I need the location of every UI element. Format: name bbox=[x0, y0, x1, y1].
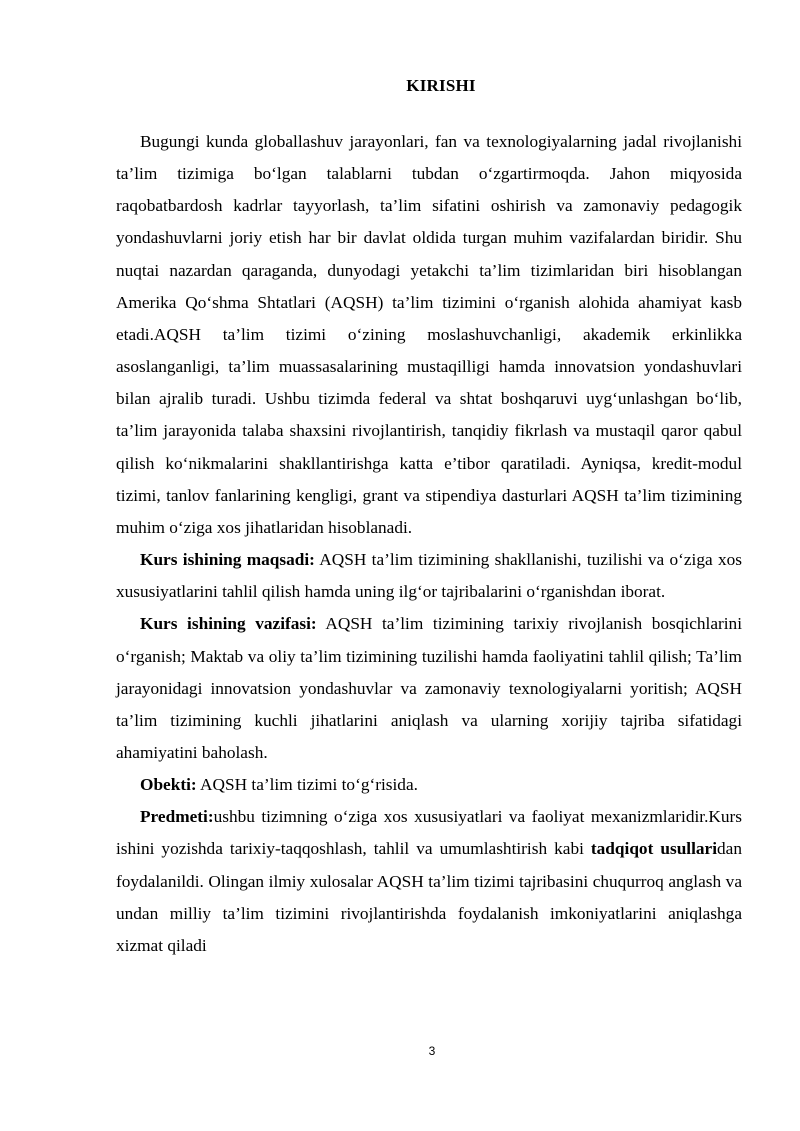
page-title: KIRISHI bbox=[406, 76, 476, 95]
page-number: 3 bbox=[428, 1044, 436, 1058]
intro-paragraph: Bugungi kunda globallashuv jarayonlari, fan va texnologiyalarning jadal rivojlanishi ta’lim tizimiga bo‘lgan talablarni tubdan o‘zgartirmoqda. Jahon miqyosida raqobatbardosh kadrlar tayyorlash, ta’lim sifatini oshirish va zamonaviy pedagogik yondashuvlarni joriy etish har bir davlat oldida turgan muhim vazifalardan biridir. Shu nuqtai nazardan qaraganda, dunyodagi yetakchi ta’lim tizimlaridan biri hisoblangan Amerika Qo‘shma Shtatlari (AQSH) ta’lim tizimini o‘rganish alohida ahamiyat kasb etadi.AQSH ta’lim tizimi o‘zining moslashuvchanligi, akademik erkinlikka asoslanganligi, ta’lim muassasalarining mustaqilligi hamda innovatsion yondashuvlari bilan ajralib turadi. Ushbu tizimda federal va shtat boshqaruvi uyg‘unlashgan bo‘lib, ta’lim jarayonida talaba shaxsini rivojlantirish, tanqidiy fikrlash va mustaqil qaror qabul qilish ko‘nikmalarini shakllantirishga katta e’tibor qaratiladi. Ayniqsa, kredit-modul tizimi, tanlov fanlarining kengligi, grant va stipendiya dasturlari AQSH ta’lim tizimining muhim o‘ziga xos jihatlaridan hisoblanadi. bbox=[116, 132, 742, 537]
subject-label: Predmeti: bbox=[140, 807, 214, 827]
object-paragraph bbox=[116, 769, 742, 801]
subject-text-before: ushbu tizimning o‘ziga xos xususiyatlari va faoliyat mexanizmlaridir.Kurs ishini yozishda tarixiy-taqqoshlash, tahlil va umumlashtirish kabi bbox=[116, 807, 742, 859]
object-text: AQSH ta’lim tizimi to‘g‘risida. bbox=[196, 775, 418, 795]
subject-text-after: dan foydalanildi. Olingan ilmiy xulosalar AQSH ta’lim tizimi tajribasini chuqurroq anglash va undan milliy ta’lim tizimini rivojlantirishda foydalanish imkoniyatlarini aniqlashga xizmat qiladi bbox=[116, 839, 742, 955]
document-body bbox=[116, 126, 742, 962]
object-label: Obekti: bbox=[140, 775, 197, 795]
methods-label: tadqiqot usullari bbox=[590, 839, 718, 859]
subject-paragraph bbox=[116, 801, 742, 962]
tasks-text: AQSH ta’lim tizimining tarixiy rivojlanish bosqichlarini o‘rganish; Maktab va oliy ta’lim tizimining tuzilishi hamda faoliyatini tahlil qilish; Ta’lim jarayonidagi innovatsion yondashuvlar va zamonaviy texnologiyalarni yoritish; AQSH ta’lim tizimining kuchli jihatlarini aniqlash va ularning xorijiy tajriba sifatidagi ahamiyatini baholash. bbox=[116, 614, 743, 762]
goal-text: AQSH ta’lim tizimining shakllanishi, tuzilishi va o‘ziga xos xususiyatlarini tahlil qilish hamda uning ilg‘or tajribalarini o‘rganishdan iborat. bbox=[116, 550, 742, 602]
goal-paragraph bbox=[116, 544, 742, 608]
goal-label: Kurs ishining maqsadi: bbox=[140, 550, 315, 570]
tasks-paragraph bbox=[116, 608, 742, 769]
tasks-label: Kurs ishining vazifasi: bbox=[140, 614, 317, 634]
